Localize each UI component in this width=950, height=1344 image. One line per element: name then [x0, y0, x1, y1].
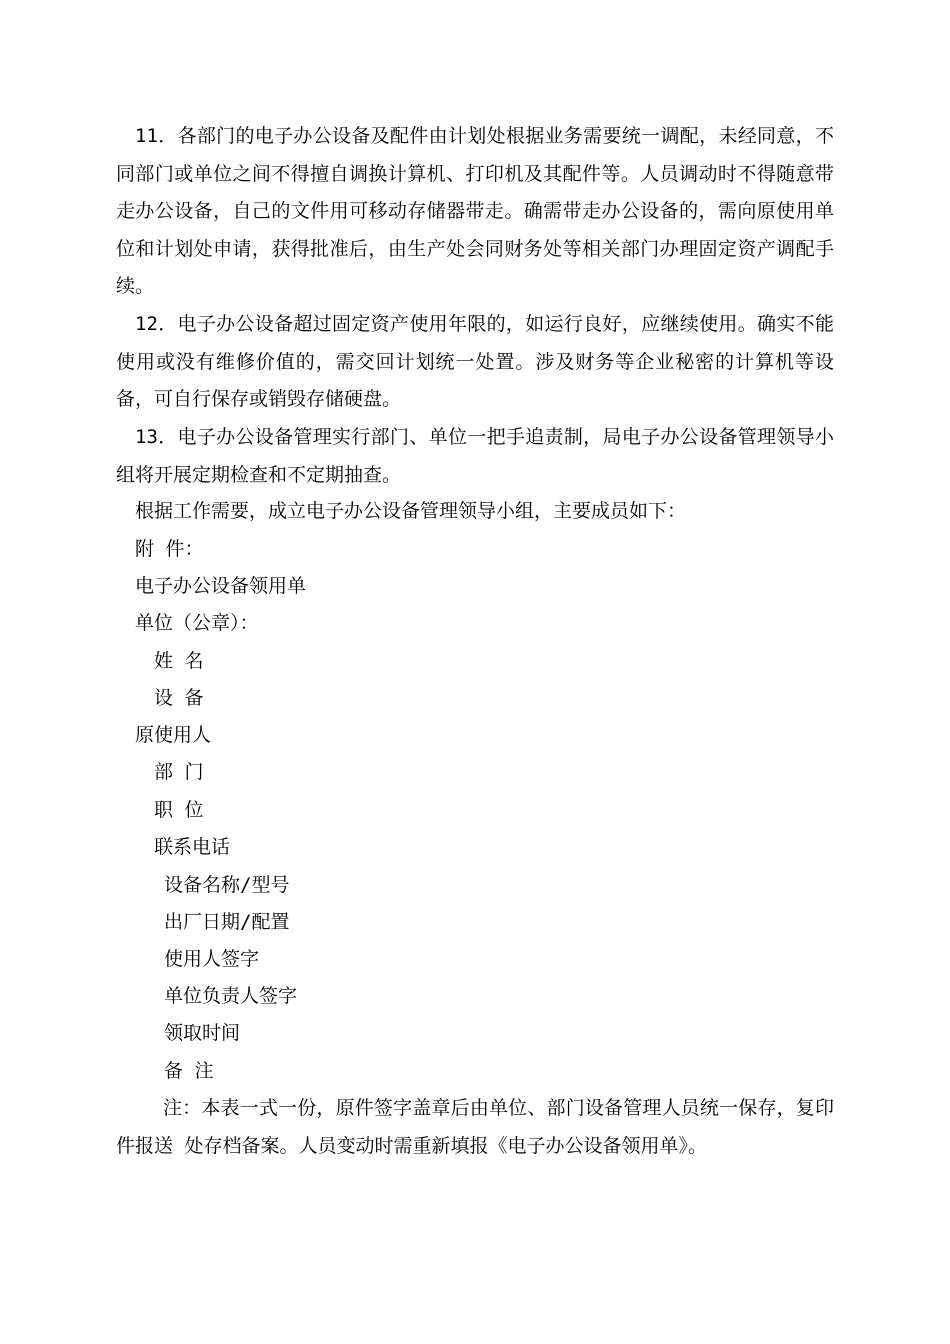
phone-label: 联系电话: [154, 836, 231, 858]
name-label: 姓 名: [154, 650, 204, 672]
clause-12: 12．电子办公设备超过固定资产使用年限的，如运行良好，应继续使用。确实不能使用或没有维修价值的，需交回计划统一处置。涉及财务等企业秘密的计算机等设备，可自行保存或销毁存储硬盘。: [116, 313, 834, 410]
equipment-label: 设 备: [154, 687, 204, 709]
user-signature-label: 使用人签字: [164, 948, 260, 970]
unit-seal-label: 单位（公章）：: [135, 612, 259, 634]
model-label: 设备名称/型号: [164, 874, 290, 896]
original-user-label: 原使用人: [135, 724, 212, 746]
department-label: 部 门: [154, 761, 204, 783]
receive-time-label: 领取时间: [164, 1022, 241, 1044]
remarks-label: 备 注: [164, 1060, 214, 1082]
clause-13: 13．电子办公设备管理实行部门、单位一把手追责制，局电子办公设备管理领导小组将开展定期检查和不定期抽查。: [116, 426, 834, 486]
position-label: 职 位: [154, 799, 204, 821]
head-signature-label: 单位负责人签字: [164, 985, 298, 1007]
clause-11: 11．各部门的电子办公设备及配件由计划处根据业务需要统一调配，未经同意，不同部门或单位之间不得擅自调换计算机、打印机及其配件等。人员调动时不得随意带走办公设备，自己的文件用可移动存储器带走。确需带走办公设备的，需向原使用单位和计划处申请，获得批准后，由生产处会同财务处等相关部门办理固定资产调配手续。: [116, 125, 834, 297]
attachment-label: 附 件：: [135, 538, 204, 560]
factory-date-label: 出厂日期/配置: [164, 911, 290, 933]
intro-line: 根据工作需要，成立电子办公设备管理领导小组，主要成员如下：: [135, 500, 687, 522]
form-title: 电子办公设备领用单: [135, 575, 307, 597]
form-note: 注：本表一式一份，原件签字盖章后由单位、部门设备管理人员统一保存，复印件报送 处存档备案。人员变动时需重新填报《电子办公设备领用单》。: [116, 1097, 834, 1157]
